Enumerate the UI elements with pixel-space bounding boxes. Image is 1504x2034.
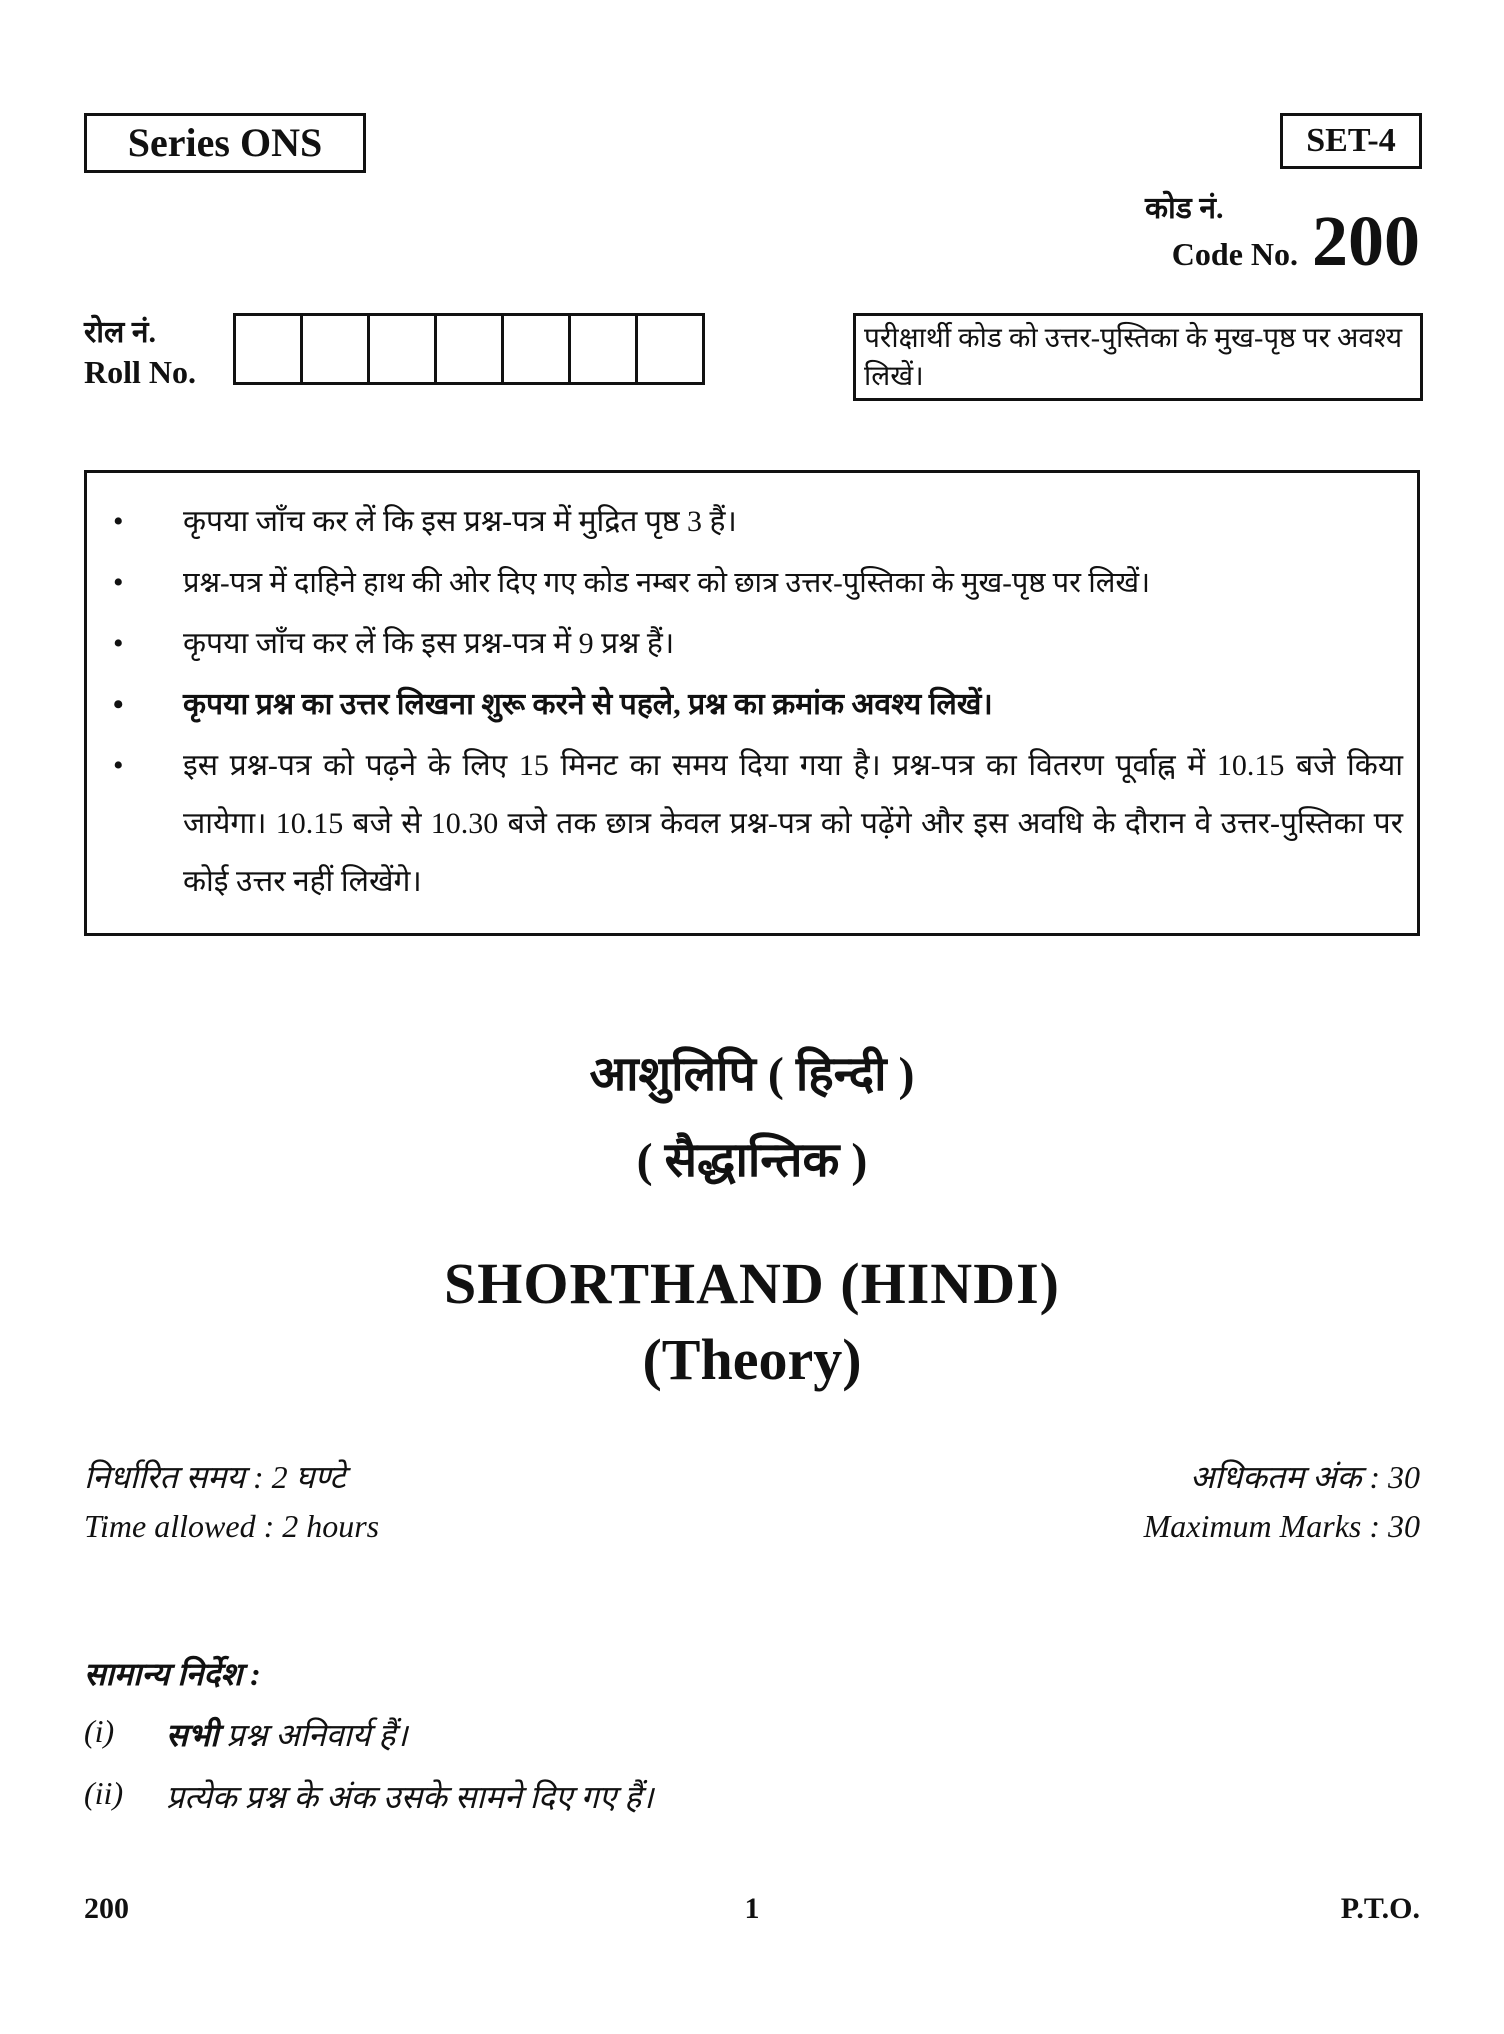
- instruction-text: इस प्रश्न-पत्र को पढ़ने के लिए 15 मिनट का समय दिया गया है। प्रश्न-पत्र का वितरण पूर्वाह्न में 10.15 बजे किया जायेगा। 10.15 बजे से 10.30 बजे तक छात्र केवल प्रश्न-पत्र को पढ़ेंगे और इस अवधि के दौरान वे उत्तर-पुस्तिका पर कोई उत्तर नहीं लिखेंगे।: [183, 749, 1403, 898]
- candidate-notice: परीक्षार्थी कोड को उत्तर-पुस्तिका के मुख-पृष्ठ पर अवश्य लिखें।: [853, 313, 1423, 401]
- instructions-box: [84, 470, 1420, 936]
- roll-number-cell[interactable]: [300, 316, 367, 382]
- instruction-text: कृपया जाँच कर लें कि इस प्रश्न-पत्र में 9 प्रश्न हैं।: [183, 627, 675, 660]
- set-label: SET-4: [1280, 113, 1422, 169]
- code-label-english: Code No.: [1171, 236, 1298, 272]
- general-item-bold: सभी: [166, 1717, 219, 1753]
- roll-number-cell[interactable]: [367, 316, 434, 382]
- roll-number-cell[interactable]: [501, 316, 568, 382]
- general-item-text: प्रत्येक प्रश्न के अंक उसके सामने दिए गए हैं।: [166, 1779, 654, 1815]
- series-label: Series ONS: [84, 113, 366, 173]
- roll-number-boxes[interactable]: [233, 313, 705, 385]
- code-number: 200: [1312, 201, 1420, 281]
- time-allowed-english: Time allowed : 2 hours: [84, 1508, 380, 1544]
- footer-pto: P.T.O.: [1340, 1892, 1420, 1925]
- max-marks-hindi: अधिकतम अंक : 30: [1189, 1459, 1420, 1495]
- bullet: •: [113, 505, 124, 538]
- instruction-text: कृपया जाँच कर लें कि इस प्रश्न-पत्र में मुद्रित पृष्ठ 3 हैं।: [183, 505, 737, 538]
- general-item-text: प्रश्न अनिवार्य हैं।: [218, 1717, 408, 1753]
- roll-number-cell[interactable]: [236, 316, 300, 382]
- general-item-num: (ii): [84, 1775, 124, 1811]
- subtitle-english: (Theory): [642, 1327, 862, 1392]
- title-hindi: आशुलिपि ( हिन्दी ): [589, 1048, 915, 1101]
- roll-number-cell[interactable]: [568, 316, 635, 382]
- footer-code: 200: [84, 1892, 129, 1925]
- general-instructions-heading: सामान्य निर्देश :: [84, 1656, 261, 1692]
- roll-label-hindi: रोल नं.: [84, 316, 157, 349]
- bullet: •: [113, 627, 124, 660]
- time-allowed-hindi: निर्धारित समय : 2 घण्टे: [84, 1459, 346, 1495]
- title-english: SHORTHAND (HINDI): [444, 1251, 1060, 1316]
- roll-label-english: Roll No.: [84, 354, 196, 390]
- roll-number-cell[interactable]: [635, 316, 702, 382]
- instruction-text: कृपया प्रश्न का उत्तर लिखना शुरू करने से पहले, प्रश्न का क्रमांक अवश्य लिखें।: [183, 688, 993, 721]
- general-item-num: (i): [84, 1713, 115, 1749]
- code-label-hindi: कोड नं.: [1145, 192, 1224, 225]
- general-item: [166, 1713, 408, 1756]
- bullet: •: [113, 749, 124, 782]
- code-number-block: [1172, 200, 1420, 283]
- subtitle-hindi: ( सैद्धान्तिक ): [636, 1134, 868, 1187]
- bullet: •: [113, 688, 124, 721]
- bullet: •: [113, 566, 124, 599]
- max-marks-english: Maximum Marks : 30: [1143, 1508, 1420, 1544]
- instruction-text: प्रश्न-पत्र में दाहिने हाथ की ओर दिए गए कोड नम्बर को छात्र उत्तर-पुस्तिका के मुख-पृष्ठ पर लिखें।: [183, 567, 1151, 599]
- roll-number-cell[interactable]: [434, 316, 501, 382]
- page-number: 1: [744, 1892, 760, 1925]
